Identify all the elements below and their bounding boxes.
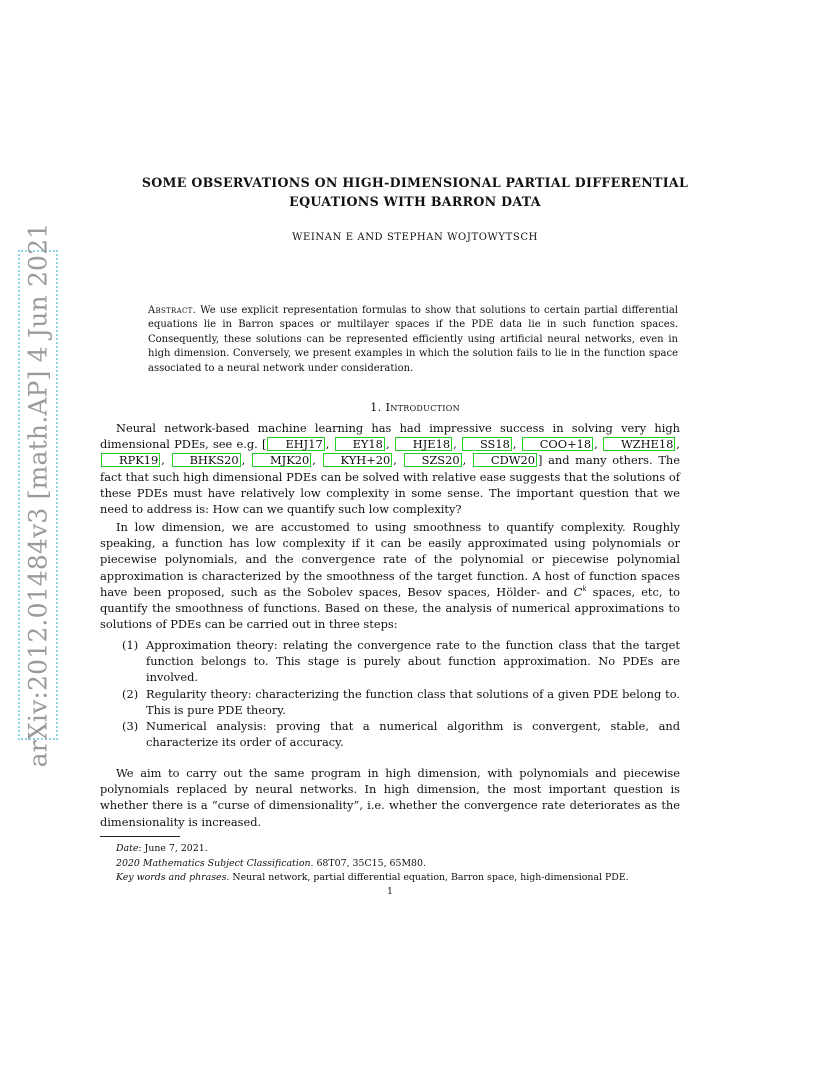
footnote-date-value: : June 7, 2021. bbox=[138, 843, 208, 854]
para2-text-part-1: In low dimension, we are accustomed to using smoothness to quantify complexity. Roughly speaking, a function has low complexity if it can be easily approximated using polynomials or piecewise polynomials, and the convergence rate of the polynomial or piecewise polynomial approximation is characterized by the smoothness of the target function. A host of function spaces have been proposed, such as the Sobolev spaces, Besov spaces, Hölder- and bbox=[100, 520, 680, 599]
paper-title bbox=[100, 173, 730, 211]
footnote-date-label: Date bbox=[116, 843, 139, 854]
citation-link[interactable]: KYH+20 bbox=[323, 453, 393, 467]
para1-text-before: Neural network-based machine learning has had impressive success in solving very high dimensional PDEs, see e.g. bbox=[100, 421, 680, 452]
citation-link[interactable]: SZS20 bbox=[404, 453, 462, 467]
intro-paragraph-3 bbox=[100, 765, 680, 830]
footnote-keywords-label: Key words and phrases. bbox=[116, 872, 230, 884]
citation-link[interactable]: CDW20 bbox=[473, 453, 537, 467]
authors: WEINAN E AND STEPHAN WOJTOWYTSCH bbox=[292, 232, 538, 243]
abstract bbox=[148, 304, 678, 376]
step-number: (3) bbox=[122, 719, 139, 734]
footnote-msc-label: 2020 Mathematics Subject Classification. bbox=[116, 857, 314, 869]
footnote-divider bbox=[100, 836, 180, 837]
step-number: (1) bbox=[122, 638, 139, 652]
para2-text-part-2: spaces, etc, to quantify the smoothness of functions. Based on these, the analysis of numerical approximations to solutions of PDEs can be carried out in three steps: bbox=[100, 584, 681, 632]
footnote-keywords-value: Neural network, partial differential equation, Barron space, high-dimensional PDE. bbox=[232, 872, 629, 884]
citation-link[interactable]: BHKS20 bbox=[172, 453, 241, 467]
section-heading bbox=[100, 400, 730, 414]
math-ck-superscript: k bbox=[582, 585, 587, 594]
footnote-msc-value: 68T07, 35C15, 65M80. bbox=[316, 857, 426, 869]
section-number: 1. bbox=[370, 400, 382, 414]
paper-title-line-1: SOME OBSERVATIONS ON HIGH-DIMENSIONAL PARTIAL DIFFERENTIAL bbox=[141, 175, 689, 190]
step-number: (2) bbox=[122, 686, 139, 701]
step-text: Approximation theory: relating the convergence rate to the function class that the target function belongs to. This stage is purely about function approximation. No PDEs are involved. bbox=[146, 638, 680, 685]
footnote-msc bbox=[116, 857, 686, 872]
citation-link[interactable]: EHJ17 bbox=[267, 437, 324, 451]
citation-link[interactable]: MJK20 bbox=[252, 453, 311, 467]
citation-link[interactable]: HJE18 bbox=[395, 437, 452, 451]
citation-link[interactable]: SS18 bbox=[462, 437, 512, 451]
abstract-label: Abstract. bbox=[148, 305, 197, 316]
intro-paragraph-1: Neural network-based machine learning has had impressive success in solving very high dimensional PDEs, see e.g. [ EHJ17 , EY18 , HJE18 , SS18 , COO+18 , WZHE18 , RPK19 , BHKS20 , MJK20 , KYH+20 , SZS20 , CDW20 ] and many others. The fact that such high dimensional PDEs can be solved with relative ease suggests that the solutions of these PDEs must have relatively low complexity in some sense. The important question that we need to address is: How can we quantify such low complexity? bbox=[100, 421, 680, 517]
step-text: Numerical analysis: proving that a numerical algorithm is convergent, stable, and characterize its order of accuracy. bbox=[146, 719, 680, 750]
footnote-date bbox=[116, 842, 686, 857]
math-ck-base: C bbox=[573, 584, 583, 599]
section-title: Introduction bbox=[385, 400, 460, 414]
citation-link[interactable]: EY18 bbox=[335, 437, 385, 451]
list-item bbox=[122, 718, 680, 750]
list-item bbox=[122, 686, 680, 718]
para1-text-after: and many others. The fact that such high dimensional PDEs can be solved with relative ease suggests that the solutions of these PDEs must have relatively low complexity in some sense. The important question that we need to address is: How can we quantify such low complexity? bbox=[100, 453, 680, 517]
footnote-keywords bbox=[116, 871, 686, 886]
citation-link[interactable]: COO+18 bbox=[522, 437, 593, 451]
footnotes bbox=[116, 842, 686, 886]
math-ck bbox=[574, 585, 587, 599]
abstract-text: We use explicit representation formulas to show that solutions to certain partial differential equations lie in Barron spaces or multilayer spaces if the PDE data lie in such function spaces. Consequently, these solutions can be represented efficiently using artificial neural networks, even in high dimension. Conversely, we present examples in which the solution fails to lie in the function space associated to a neural network under consideration. bbox=[148, 305, 678, 374]
para3-text: We aim to carry out the same program in high dimension, with polynomials and piecewise polynomials replaced by neural networks. In high dimension, the most important question is whether there is a “curse of dimensionality”, i.e. whether the convergence rate deteriorates as the dimensionality is increased. bbox=[100, 766, 680, 829]
page-number: 1 bbox=[387, 886, 393, 897]
steps-list bbox=[122, 637, 680, 750]
list-item bbox=[122, 637, 680, 686]
paper-title-line-2: EQUATIONS WITH BARRON DATA bbox=[289, 194, 541, 209]
intro-paragraph-2 bbox=[100, 519, 680, 632]
arxiv-identifier-text: arXiv:2012.01484v3 [math.AP] 4 Jun 2021 bbox=[23, 222, 53, 768]
citation-link[interactable]: RPK19 bbox=[101, 453, 160, 467]
citation-link[interactable]: WZHE18 bbox=[603, 437, 675, 451]
arxiv-identifier-stamp bbox=[18, 222, 58, 768]
step-text: Regularity theory: characterizing the function class that solutions of a given PDE belong to. This is pure PDE theory. bbox=[146, 686, 680, 717]
